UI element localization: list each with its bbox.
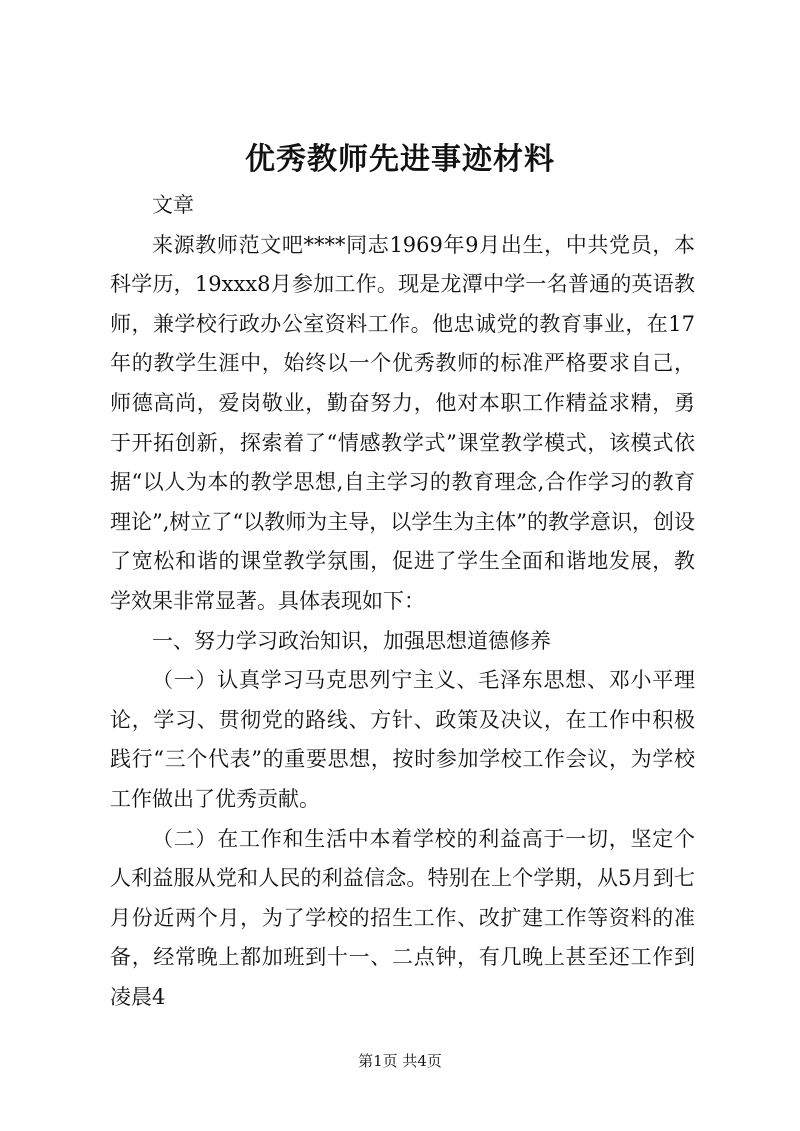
section-heading-1: 一、努力学习政治知识，加强思想道德修养 bbox=[152, 628, 551, 653]
paragraph-item-1: （一）认真学习马克思列宁主义、毛泽东思想、邓小平理论，学习、贯彻党的路线、方针、政策及决议，在工作中积极践行“三个代表”的重要思想，按时参加学校工作会议，为学校工作做出了优秀贡献。 bbox=[110, 668, 695, 811]
page-footer: 第1页 共4页 bbox=[358, 1052, 442, 1070]
paragraph-source-label: 文章 bbox=[152, 193, 194, 217]
paragraph-item-2: （二）在工作和生活中本着学校的利益高于一切，坚定个人利益服从党和人民的利益信念。特别在上个学期，从5月到七月份近两个月，为了学校的招生工作、改扩建工作等资料的准备，经常晚上都加班到十一、二点钟，有几晚上甚至还工作到凌晨4 bbox=[110, 826, 695, 1009]
document-title: 优秀教师先进事迹材料 bbox=[245, 142, 555, 177]
document-body bbox=[110, 186, 695, 1017]
paragraph-intro: 来源教师范文吧****同志1969年9月出生，中共党员，本科学历，19xxx8月参加工作。现是龙潭中学一名普通的英语教师，兼学校行政办公室资料工作。他忠诚党的教育事业，在17年的教学生涯中，始终以一个优秀教师的标准严格要求自己，师德高尚，爱岗敬业，勤奋努力，他对本职工作精益求精，勇于开拓创新，探索着了“情感教学式”课堂教学模式，该模式依据“以人为本的教学思想,自主学习的教育理念,合作学习的教育理论”,树立了“以教师为主导，以学生为主体”的教学意识，创设了宽松和谐的课堂教学氛围，促进了学生全面和谐地发展，教学效果非常显著。具体表现如下： bbox=[110, 232, 695, 613]
